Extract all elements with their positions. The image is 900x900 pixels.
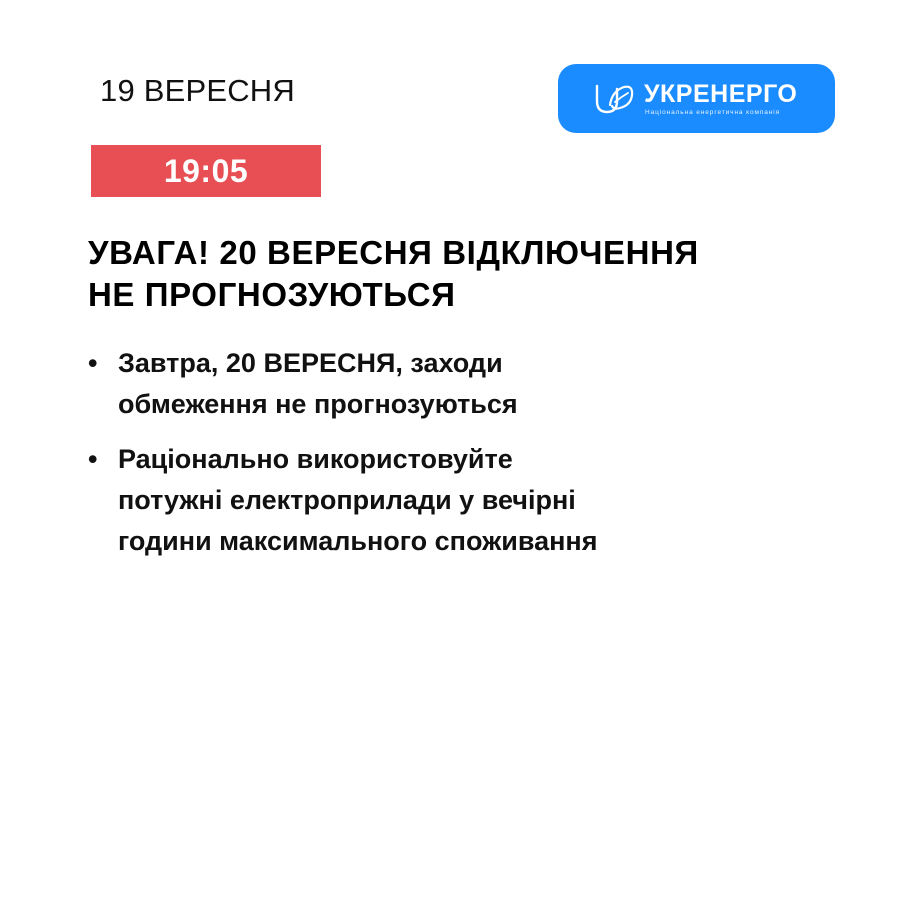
bullet-item-forecast xyxy=(88,343,808,425)
headline-line-1: УВАГА! 20 ВЕРЕСНЯ ВІДКЛЮЧЕННЯ xyxy=(88,234,699,271)
bullet-list xyxy=(88,343,808,576)
logo-name: УКРЕНЕРГО xyxy=(644,80,798,108)
ukrenergo-logo xyxy=(558,64,835,133)
time-badge: 19:05 xyxy=(91,145,321,197)
bullet-marker: • xyxy=(88,444,98,474)
headline-line-2: НЕ ПРОГНОЗУЮТЬСЯ xyxy=(88,276,456,313)
bullet-line: обмеження не прогнозуються xyxy=(118,389,518,419)
bullet-line: потужні електроприлади у вечірні xyxy=(118,485,576,515)
bullet-line: Раціонально використовуйте xyxy=(118,444,513,474)
date-label: 19 ВЕРЕСНЯ xyxy=(100,73,295,108)
ukrenergo-logo-icon xyxy=(594,81,636,117)
bullet-marker: • xyxy=(88,348,98,378)
bullet-item-advice xyxy=(88,439,808,562)
logo-tagline: Національна енергетична компанія xyxy=(645,109,781,116)
headline xyxy=(88,232,848,316)
bullet-line: години максимального споживання xyxy=(118,526,598,556)
bullet-line: Завтра, 20 ВЕРЕСНЯ, заходи xyxy=(118,348,503,378)
